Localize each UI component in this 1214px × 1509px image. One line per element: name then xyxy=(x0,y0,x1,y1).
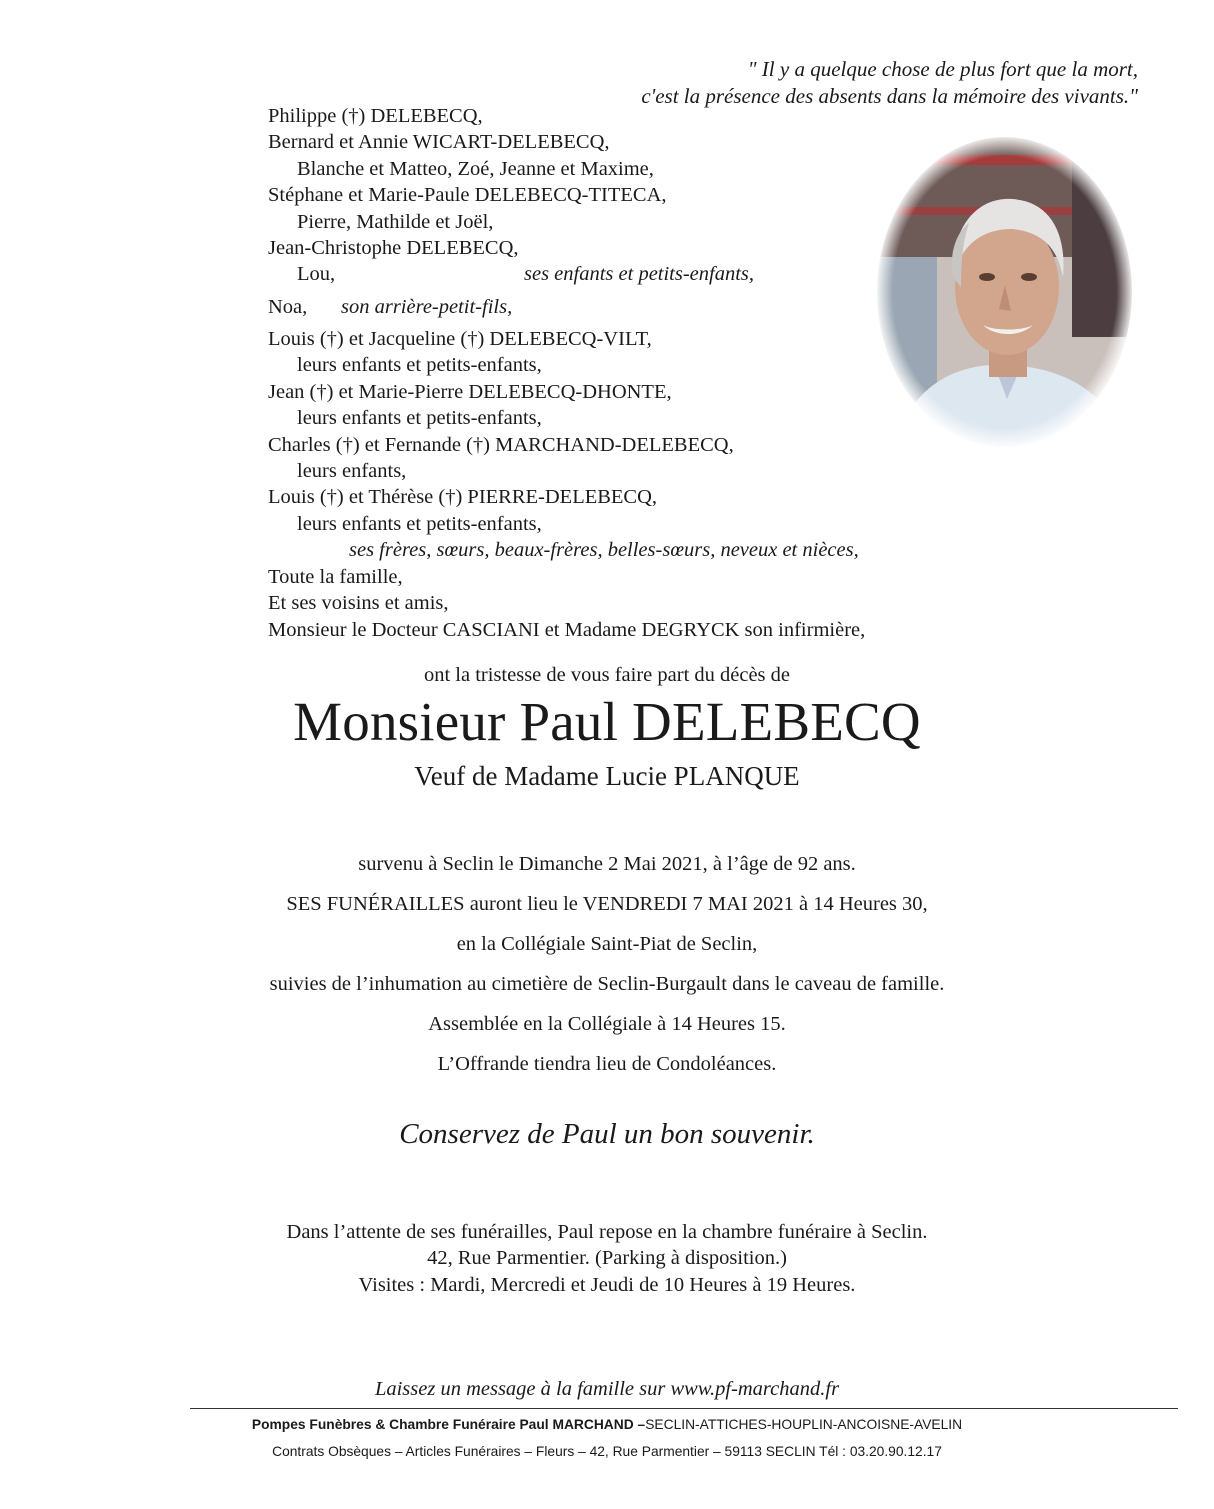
family-line: leurs enfants et petits-enfants, xyxy=(297,354,542,376)
family-line: Bernard et Annie WICART-DELEBECQ, xyxy=(268,131,610,153)
footer-company xyxy=(0,1417,1214,1432)
visit-line: Dans l’attente de ses funérailles, Paul repose en la chambre funéraire à Seclin. xyxy=(286,1221,928,1243)
family-role: son arrière-petit-fils, xyxy=(341,296,513,318)
family-line: leurs enfants et petits-enfants, xyxy=(297,407,542,429)
visit-line: 42, Rue Parmentier. (Parking à disposition.) xyxy=(427,1247,787,1269)
deceased-name: Monsieur Paul DELEBECQ xyxy=(293,691,921,752)
family-line: Philippe (†) DELEBECQ, xyxy=(268,105,483,127)
detail-line: survenu à Seclin le Dimanche 2 Mai 2021, à l’âge de 92 ans. xyxy=(358,853,856,875)
family-role: ses frères, sœurs, beaux-frères, belles-sœurs, neveux et nièces, xyxy=(349,539,859,561)
family-line: Blanche et Matteo, Zoé, Jeanne et Maxime, xyxy=(297,158,654,180)
detail-line: L’Offrande tiendra lieu de Condoléances. xyxy=(437,1053,777,1075)
family-line: Louis (†) et Jacqueline (†) DELEBECQ-VILT, xyxy=(268,328,652,350)
footer-divider xyxy=(190,1408,1178,1409)
family-line: Jean-Christophe DELEBECQ, xyxy=(268,237,519,259)
family-line: Lou, xyxy=(297,263,336,285)
quote-line-2: c'est la présence des absents dans la mémoire des vivants." xyxy=(641,84,1138,108)
widower-line: Veuf de Madame Lucie PLANQUE xyxy=(414,761,800,791)
family-line: Et ses voisins et amis, xyxy=(268,592,449,614)
family-line: leurs enfants, xyxy=(297,460,407,482)
family-line: leurs enfants et petits-enfants, xyxy=(297,513,542,535)
footer-contact: Contrats Obsèques – Articles Funéraires – Fleurs – 42, Rue Parmentier – 59113 SECLIN Tél : 03.20.90.12.17 xyxy=(272,1444,942,1459)
detail-line: Assemblée en la Collégiale à 14 Heures 15. xyxy=(428,1013,786,1035)
portrait-photo xyxy=(877,137,1132,447)
visit-line: Visites : Mardi, Mercredi et Jeudi de 10 Heures à 19 Heures. xyxy=(358,1274,856,1296)
family-line: Louis (†) et Thérèse (†) PIERRE-DELEBECQ, xyxy=(268,486,658,508)
detail-line: en la Collégiale Saint-Piat de Seclin, xyxy=(456,933,758,955)
footer-towns: SECLIN-ATTICHES-HOUPLIN-ANCOISNE-AVELIN xyxy=(645,1417,963,1432)
family-line: Pierre, Mathilde et Joël, xyxy=(297,211,494,233)
family-role: ses enfants et petits-enfants, xyxy=(524,263,755,285)
detail-line: suivies de l’inhumation au cimetière de Seclin-Burgault dans le caveau de famille. xyxy=(269,973,945,995)
family-line: Charles (†) et Fernande (†) MARCHAND-DELEBECQ, xyxy=(268,434,734,456)
quote-line-1: " Il y a quelque chose de plus fort que la mort, xyxy=(747,57,1138,81)
detail-line: SES FUNÉRAILLES auront lieu le VENDREDI 7 MAI 2021 à 14 Heures 30, xyxy=(286,893,928,915)
family-line: Monsieur le Docteur CASCIANI et Madame DEGRYCK son infirmière, xyxy=(268,619,866,641)
portrait-illustration xyxy=(877,137,1132,447)
family-line: Jean (†) et Marie-Pierre DELEBECQ-DHONTE, xyxy=(268,381,672,403)
family-line: Noa, xyxy=(268,296,308,318)
family-line: Toute la famille, xyxy=(268,566,403,588)
message-link[interactable]: Laissez un message à la famille sur www.pf-marchand.fr xyxy=(374,1378,840,1400)
family-line: Stéphane et Marie-Paule DELEBECQ-TITECA, xyxy=(268,184,667,206)
souvenir-line: Conservez de Paul un bon souvenir. xyxy=(399,1118,815,1150)
footer-company-name: Pompes Funèbres & Chambre Funéraire Paul MARCHAND – xyxy=(251,1417,646,1432)
announce-intro: ont la tristesse de vous faire part du décès de xyxy=(423,664,791,686)
